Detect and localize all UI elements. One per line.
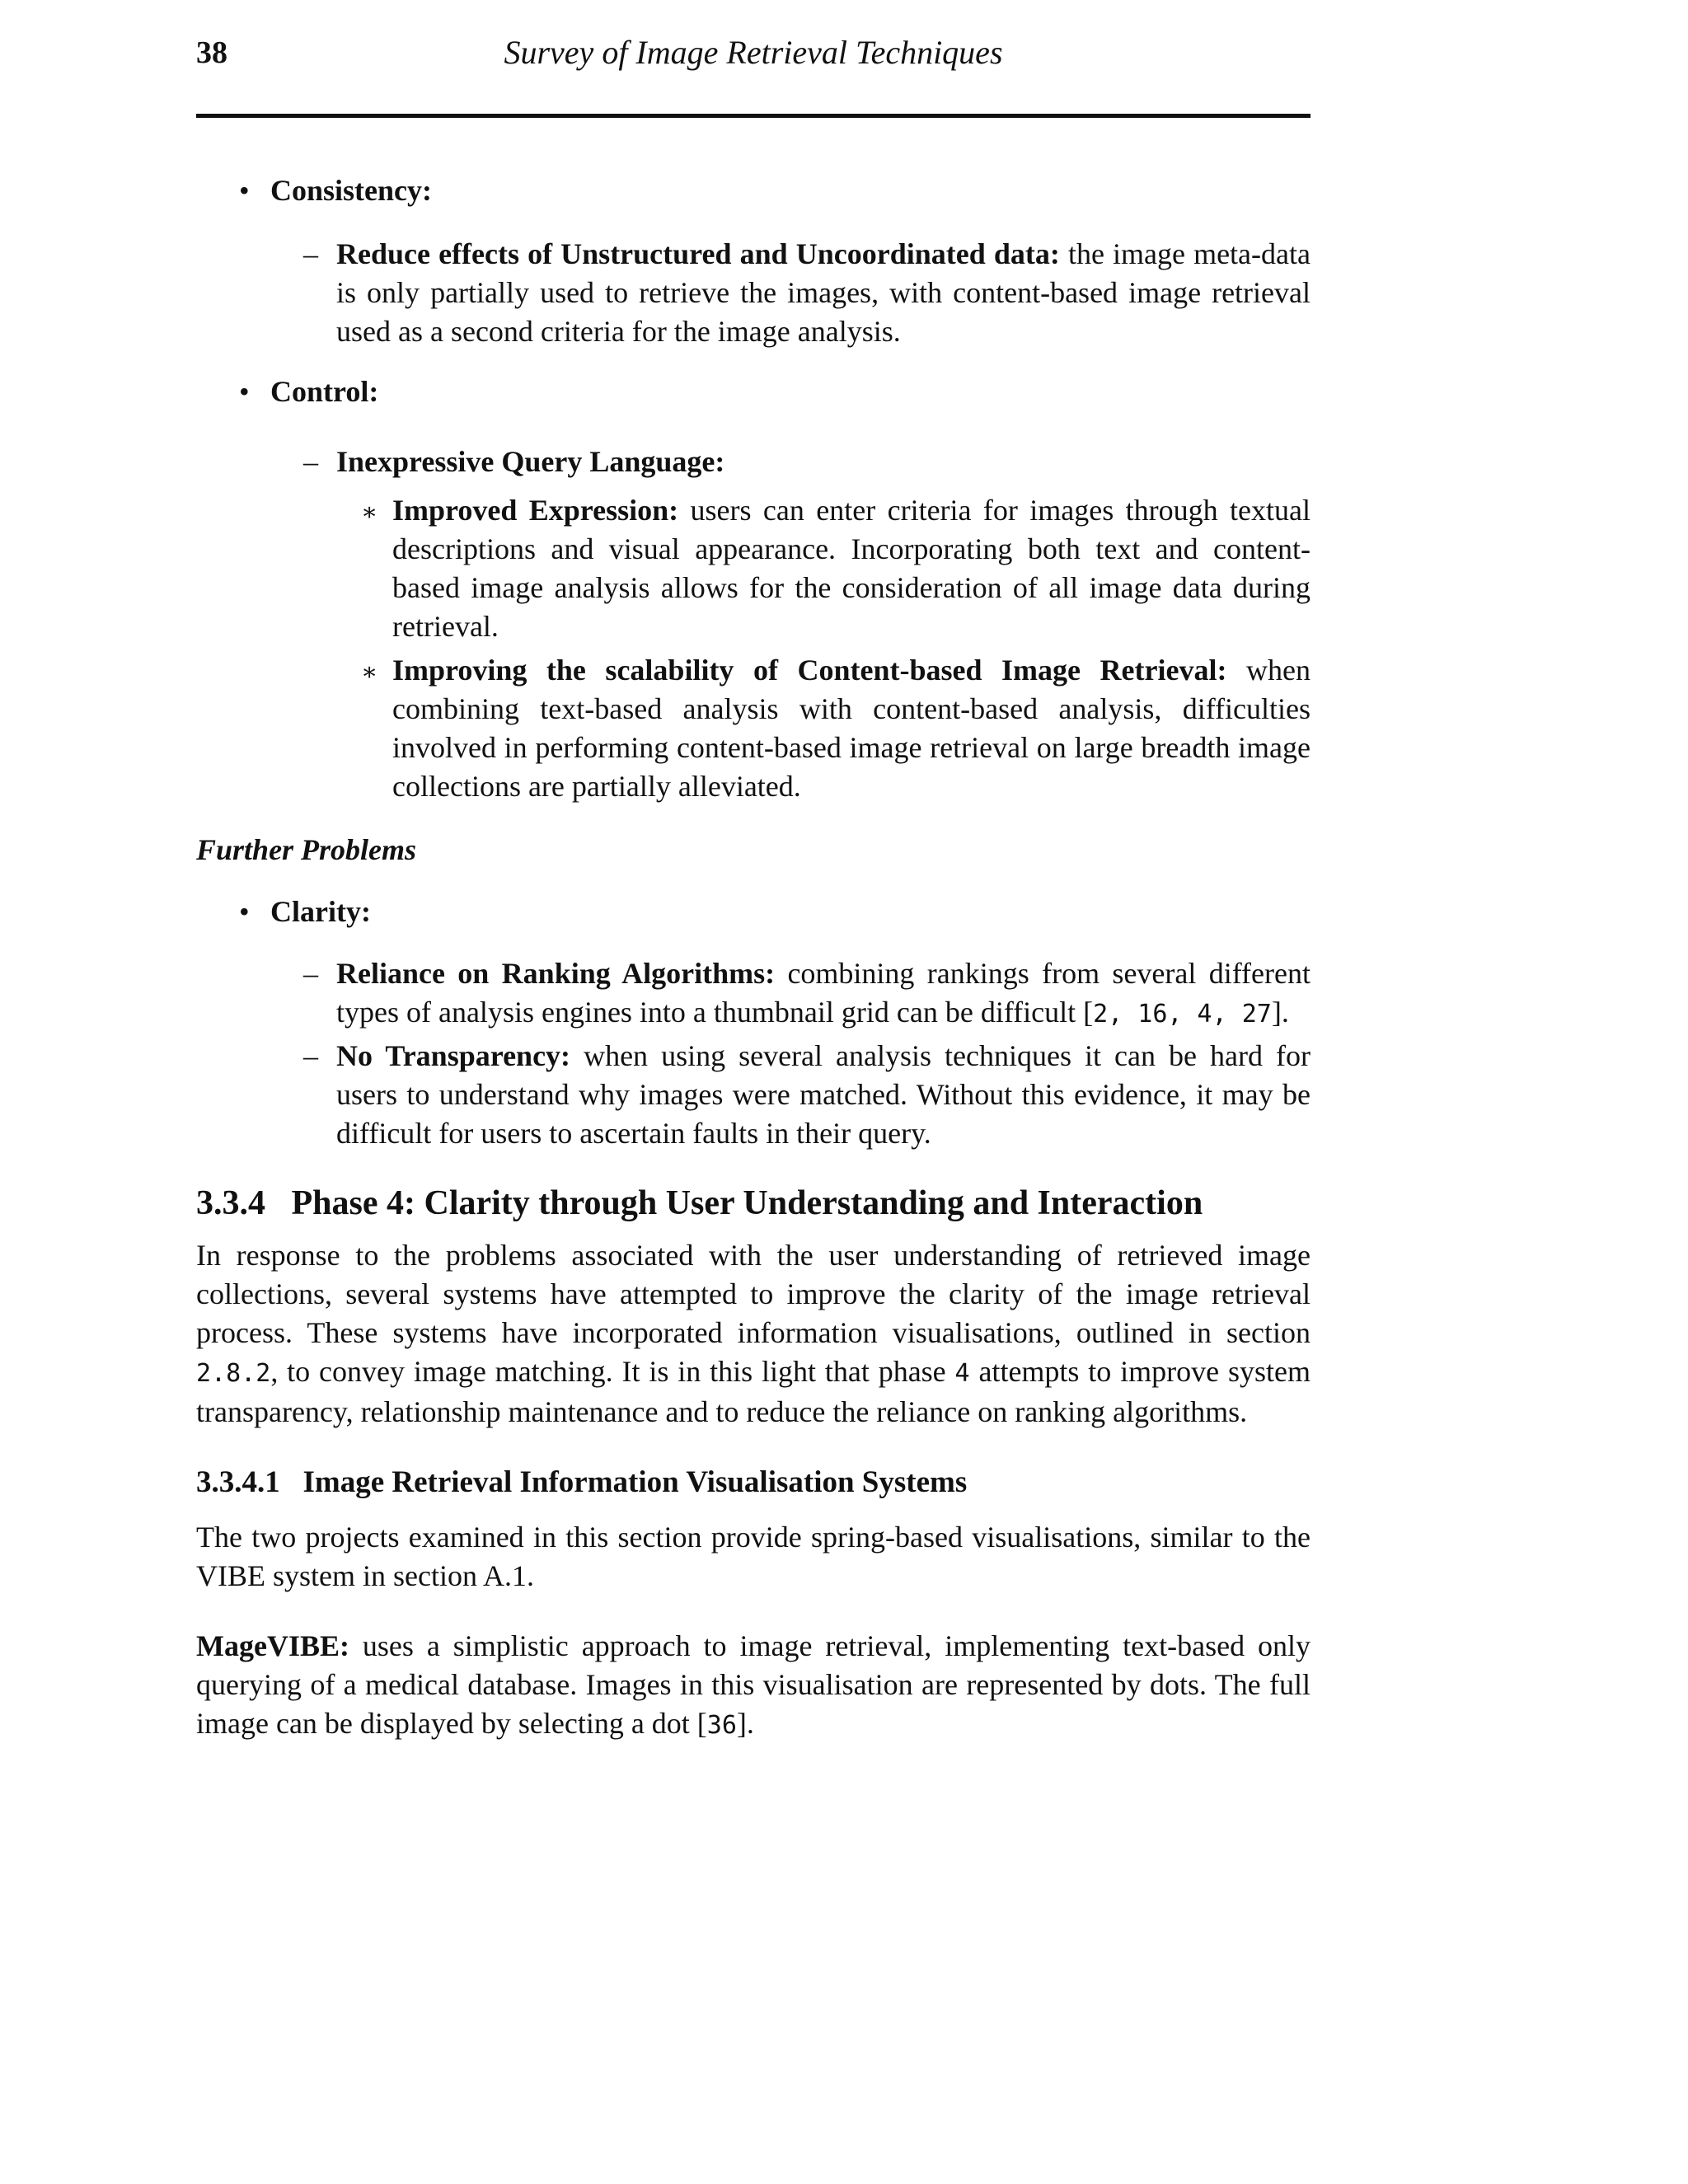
bullet-label: Clarity: [270, 895, 371, 928]
running-title: Survey of Image Retrieval Techniques [504, 34, 1003, 71]
body-text: attempts to improve system transparency, relationship maintenance and to reduce the reliance on ranking algorithms. [196, 1355, 1311, 1428]
magevibe-paragraph [196, 1627, 1311, 1745]
item-term: Improved Expression: [392, 494, 679, 527]
section-title: Phase 4: Clarity through User Understanding and Interaction [291, 1184, 1203, 1222]
item-term: Reliance on Ranking Algorithms: [336, 957, 776, 990]
subsection-number: 3.3.4.1 [196, 1465, 280, 1499]
item-text: combining rankings from several different types of analysis engines into a thumbnail grid can be difficult [ [336, 957, 1311, 1029]
item-term: Inexpressive Query Language: [336, 445, 725, 478]
item-text: users can enter criteria for images through textual descriptions and visual appearance. Incorporating both text and content-based image analysis allows for the consideration of all image data during retrieval. [392, 494, 1311, 643]
star-mark: ∗ [361, 658, 378, 686]
dash-mark: – [303, 237, 318, 270]
dash-mark: – [303, 957, 318, 990]
bullet-control [196, 373, 1311, 411]
item-term: No Transparency: [336, 1039, 571, 1072]
dash-mark: – [303, 445, 318, 478]
body-text: In response to the problems associated with the user understanding of retrieved image collections, several systems have attempted to improve the clarity of the image retrieval process. These systems have incorporated information visualisations, outlined in section [196, 1239, 1311, 1349]
page-header [196, 31, 1311, 81]
dash-mark: – [303, 1039, 318, 1072]
subsection-title: Image Retrieval Information Visualisation Systems [302, 1465, 968, 1499]
subsection-para-1: The two projects examined in this section provide spring-based visualisations, similar to the VIBE system in section A.1. [196, 1521, 1311, 1592]
section-body [196, 1236, 1311, 1432]
phase-ref: 4 [954, 1359, 970, 1388]
citation: 36 [706, 1711, 737, 1740]
further-problems-heading: Further Problems [196, 833, 417, 866]
bullet-mark: • [239, 895, 250, 928]
subsection-heading [196, 1463, 1311, 1502]
star-item-improved [361, 491, 1311, 646]
header-rule [196, 114, 1311, 118]
bullet-consistency [196, 171, 1311, 210]
bullet-mark: • [239, 174, 250, 207]
dash-item-reliance [303, 954, 1311, 1033]
item-text: when using several analysis techniques it can be hard for users to understand why images were matched. Without this evidence, it may be difficult for users to ascertain faults in their query. [336, 1039, 1311, 1150]
magevibe-term: MageVIBE: [196, 1629, 349, 1662]
dash-item-transparency [303, 1037, 1311, 1153]
item-text-end: ]. [1271, 996, 1289, 1029]
bullet-label: Control: [270, 375, 379, 408]
page-number: 38 [196, 35, 227, 70]
body-text: uses a simplistic approach to image retrieval, implementing text-based only querying of a medical database. Images in this visualisation are represented by dots. The full image can be displayed by selecting a dot [ [196, 1629, 1311, 1740]
section-number: 3.3.4 [196, 1184, 265, 1222]
page-content [196, 171, 1311, 1745]
item-term: Improving the scalability of Content-based Image Retrieval: [392, 654, 1227, 687]
dash-item-inexpressive [303, 443, 1311, 481]
bullet-label: Consistency: [270, 174, 432, 207]
page [196, 31, 1311, 1740]
bullet-mark: • [239, 375, 250, 408]
body-text: ]. [736, 1707, 754, 1740]
body-text: , to convey image matching. It is in this light that phase [270, 1355, 955, 1388]
section-ref: 2.8.2 [196, 1359, 271, 1388]
section-heading [196, 1184, 1311, 1223]
dash-item-reduce [303, 235, 1311, 351]
star-mark: ∗ [361, 499, 378, 526]
item-term: Reduce effects of Unstructured and Uncoordinated data: [336, 237, 1060, 270]
item-text: the image meta-data is only partially used to retrieve the images, with content-based image retrieval used as a second criteria for the image analysis. [336, 237, 1311, 348]
item-text: when combining text-based analysis with content-based analysis, difficulties involved in performing content-based image retrieval on large breadth image collections are partially alleviated. [392, 654, 1311, 803]
citation: 2, 16, 4, 27 [1093, 1000, 1272, 1029]
bullet-clarity [196, 893, 1311, 931]
star-item-scalability [361, 651, 1311, 806]
